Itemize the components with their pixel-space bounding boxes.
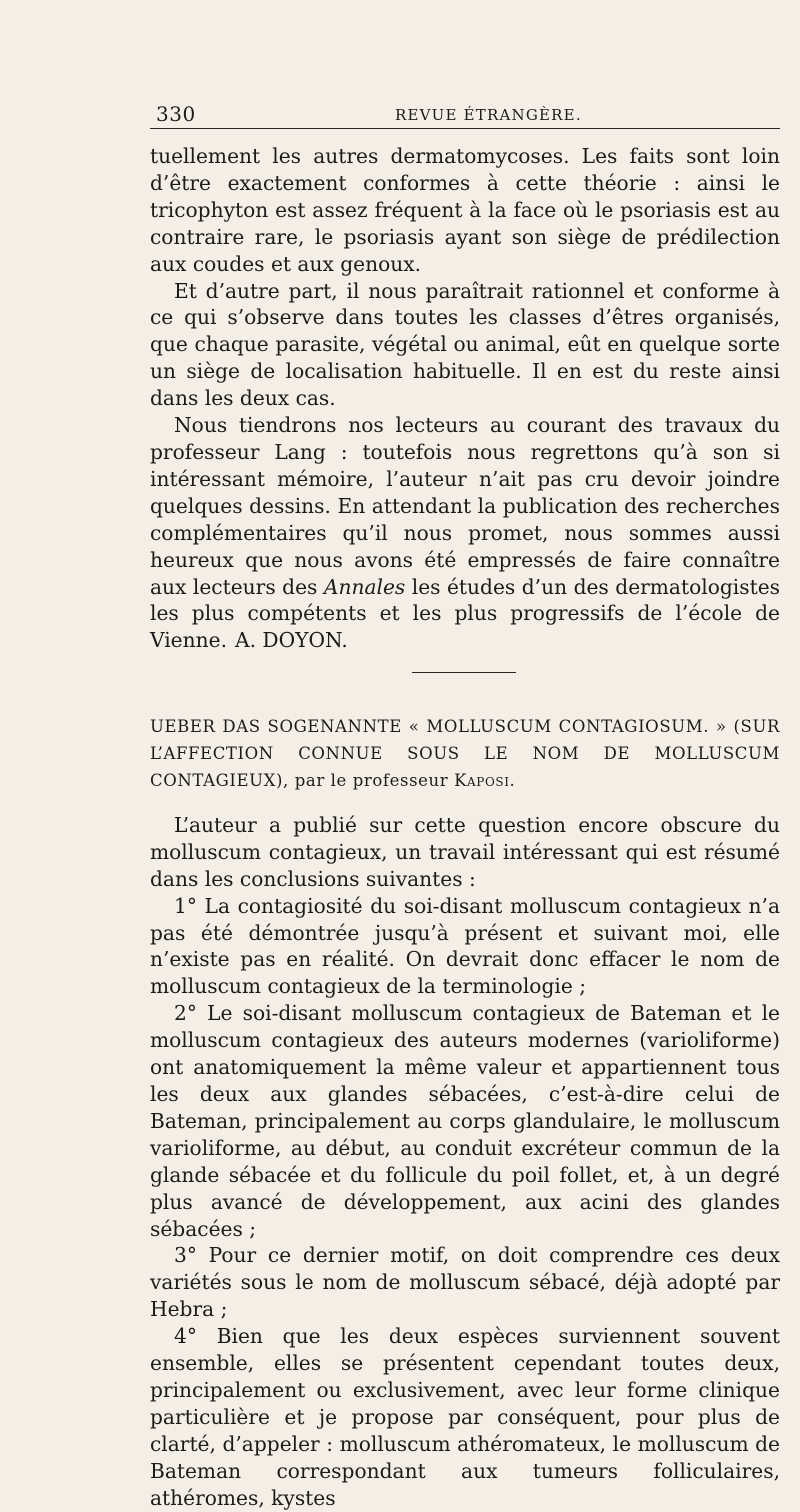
- article-title: [150, 714, 780, 795]
- conclusion-4: 4° Bien que les deux espèces surviennent souvent ensemble, elles se présentent cependant toutes deux, principalement ou exclusivement, avec leur forme clinique particulière et je propose par conséquent, pour plus de clarté, d’appeler : molluscum athéromateux, le molluscum de Bateman correspondant aux tumeurs folliculaires, athéromes, kystes: [150, 1324, 780, 1510]
- closing-text-before: Nous tiendrons nos lecteurs au courant des travaux du professeur Lang : toutefois nous regrettons qu’à son si intéressant mémoire, l’auteur n’ait pas cru devoir joindre quelques dessins. En attendant la publication des recherches complémentaires qu’il nous promet, nous sommes aussi heureux que nous avons été empressés de faire connaître aux lecteurs des: [150, 413, 780, 599]
- conclusion-3: 3° Pour ce dernier motif, on doit comprendre ces deux variétés sous le nom de molluscum sébacé, déjà adopté par Hebra ;: [150, 1243, 780, 1322]
- closing-text-after: les études d’un des dermatologistes les plus compétents et les plus progressifs de l’école de Vienne.: [150, 574, 781, 653]
- paragraph-closing-review: [150, 412, 780, 654]
- section-divider: [412, 672, 516, 673]
- conclusion-2: 2° Le soi-disant molluscum contagieux de Bateman et le molluscum contagieux des auteurs modernes (varioliforme) ont anatomiquement la même valeur et appartiennent tous les deux aux glandes sébacées, c’est-à-dire celui de Bateman, principalement au corps glandulaire, le molluscum varioliforme, au début, au conduit excréteur commun de la glande sébacée et du follicule du poil follet, et, à un degré plus avancé de développement, aux acini des glandes sébacées ;: [150, 1001, 780, 1241]
- author-signature: A. DOYON.: [235, 628, 348, 653]
- page-body: [150, 143, 780, 1512]
- running-title: REVUE ÉTRANGÈRE.: [395, 106, 582, 124]
- page-header: [150, 98, 780, 129]
- article-intro: L’auteur a publié sur cette question encore obscure du molluscum contagieux, un travail intéressant qui est résumé dans les conclusions suivantes :: [150, 812, 780, 891]
- article-title-text: UEBER DAS SOGENANNTE « MOLLUSCUM CONTAGIOSUM. » (SUR L’AFFECTION CONNUE SOUS LE NOM DE MOLLUSCUM CONTAGIEUX), par le professeur: [150, 717, 780, 791]
- page-number: 330: [156, 102, 196, 126]
- journal-name: Annales: [323, 574, 406, 599]
- paragraph-continuation: tuellement les autres dermatomycoses. Les faits sont loin d’être exactement conformes à cette théorie : ainsi le tricophyton est assez fréquent à la face où le psoriasis est au contraire rare, le psoriasis ayant son siège de prédilection aux coudes et aux genoux.: [150, 144, 780, 276]
- paragraph-parasite-localisation: Et d’autre part, il nous paraîtrait rationnel et conforme à ce qui s’observe dans toutes les classes d’êtres organisés, que chaque parasite, végétal ou animal, eût en quelque sorte un siège de localisation habituelle. Il en est du reste ainsi dans les deux cas.: [150, 278, 780, 411]
- article-author: Kaposi.: [454, 771, 516, 791]
- conclusion-1: 1° La contagiosité du soi-disant molluscum contagieux n’a pas été démontrée jusqu’à présent et suivant moi, elle n’existe pas en réalité. On devrait donc effacer le nom de molluscum contagieux de la terminologie ;: [150, 893, 780, 999]
